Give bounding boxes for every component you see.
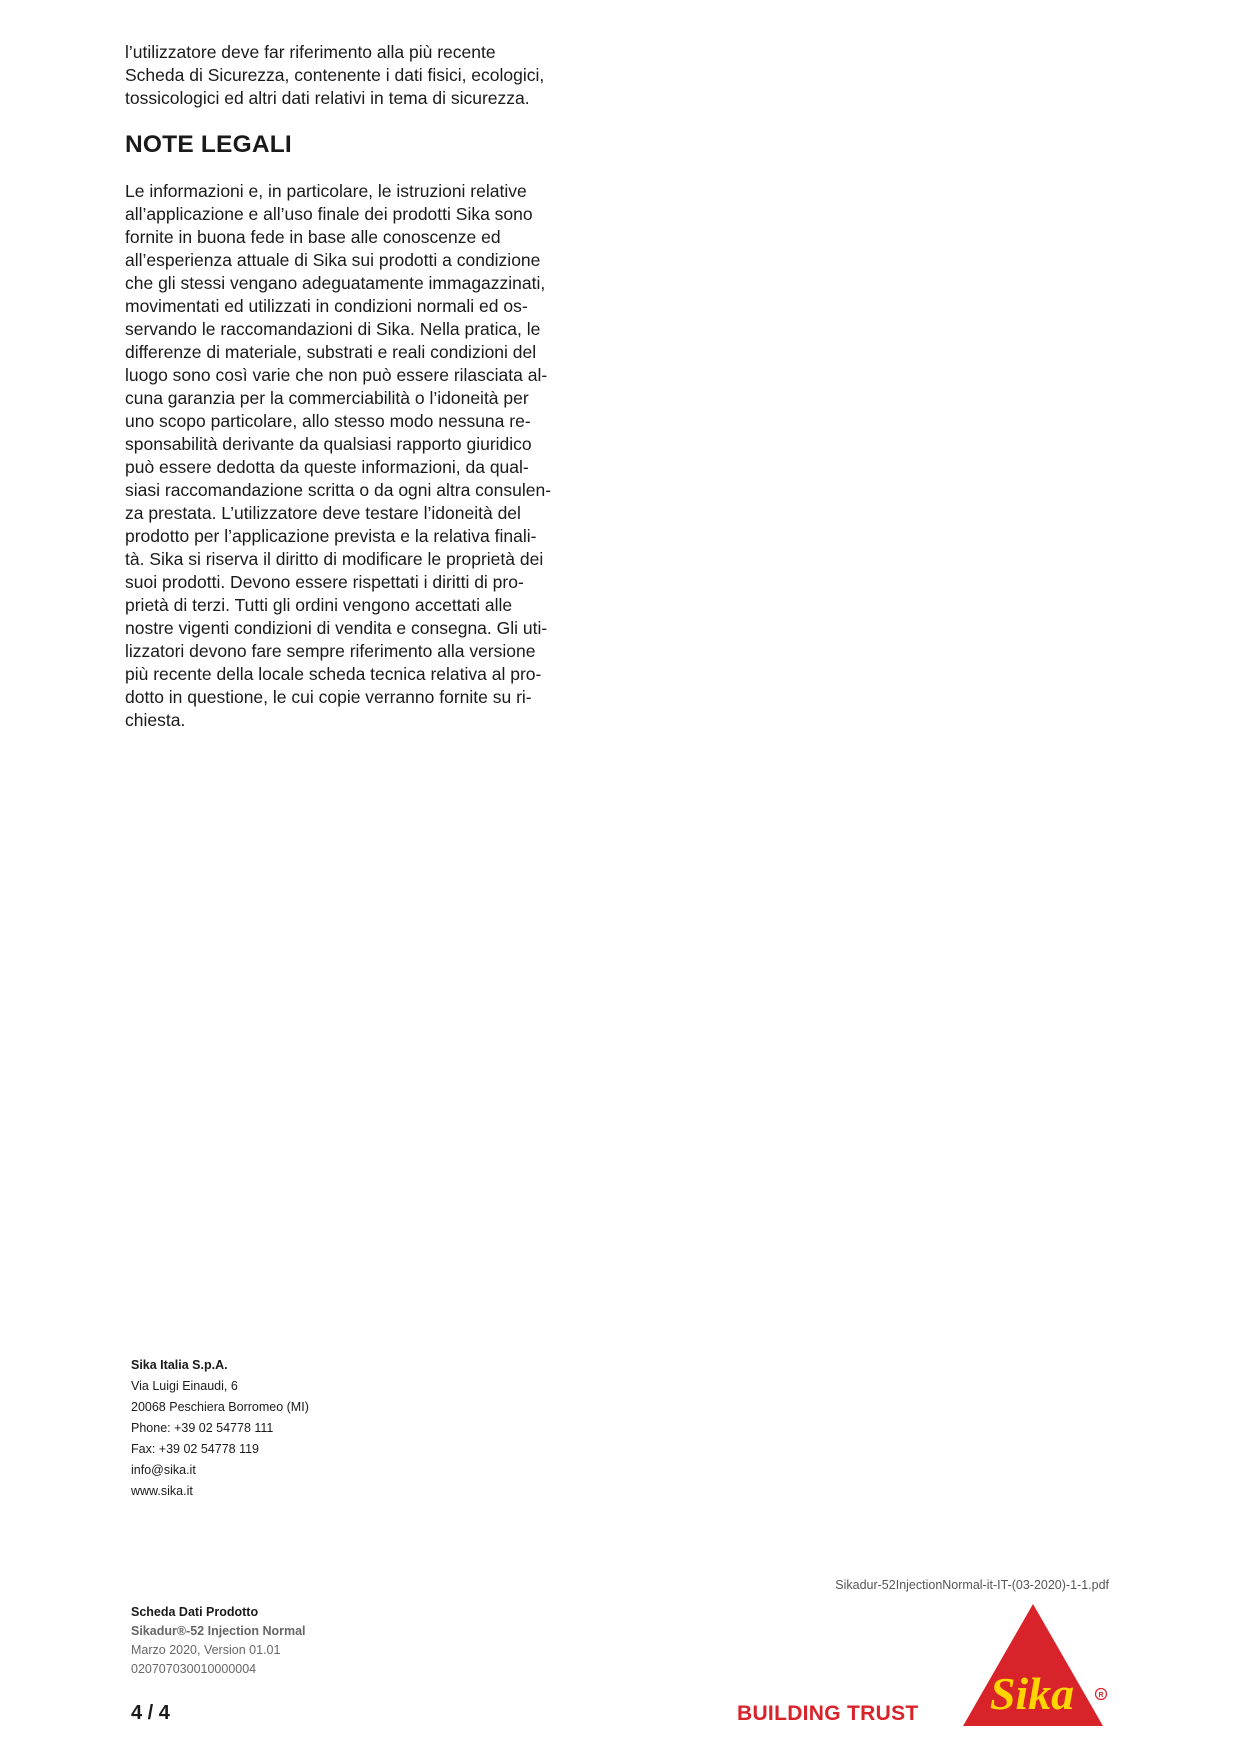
text-line: fornite in buona fede in base alle conoscenze ed: [125, 227, 501, 247]
building-trust-tagline: BUILDING TRUST: [737, 1702, 919, 1725]
text-line: all’esperienza attuale di Sika sui prodotti a condizione: [125, 250, 541, 270]
text-line: za prestata. L’utilizzatore deve testare l’idoneità del: [125, 503, 521, 523]
text-line: prietà di terzi. Tutti gli ordini vengono accettati alle: [125, 595, 513, 615]
text-line: chiesta.: [125, 710, 186, 730]
text-line: cuna garanzia per la commerciabilità o l’idoneità per: [125, 388, 529, 408]
company-name: Sika Italia S.p.A.: [131, 1358, 228, 1372]
text-line: prodotto per l’applicazione prevista e la relativa finali-: [125, 526, 537, 546]
sika-logo: [962, 1604, 1112, 1728]
intro-paragraph: [125, 41, 595, 110]
phone-number: Phone: +39 02 54778 111: [131, 1421, 274, 1435]
logo-wordmark: Sika: [989, 1668, 1075, 1719]
text-line: all’applicazione e all’uso finale dei prodotti Sika sono: [125, 204, 533, 224]
page-number: 4 / 4: [131, 1702, 170, 1724]
text-line: può essere dedotta da queste informazioni, da qual-: [125, 457, 529, 477]
text-line: tà. Sika si riserva il diritto di modificare le proprietà dei: [125, 549, 544, 569]
document-type: Scheda Dati Prodotto: [131, 1605, 259, 1619]
text-line: nostre vigenti condizioni di vendita e consegna. Gli uti-: [125, 618, 548, 638]
text-line: Le informazioni e, in particolare, le istruzioni relative: [125, 181, 527, 201]
text-line: suoi prodotti. Devono essere rispettati i diritti di pro-: [125, 572, 524, 592]
address-street: Via Luigi Einaudi, 6: [131, 1379, 238, 1393]
product-code: 020707030010000004: [131, 1662, 257, 1676]
legal-paragraph: [125, 180, 605, 732]
text-line: tossicologici ed altri dati relativi in tema di sicurezza.: [125, 88, 530, 108]
registered-mark-letter: R: [1098, 1692, 1104, 1699]
address-city: 20068 Peschiera Borromeo (MI): [131, 1400, 309, 1414]
text-line: che gli stessi vengano adeguatamente immagazzinati,: [125, 273, 546, 293]
company-address-block: [131, 1355, 309, 1502]
text-line: siasi raccomandazione scritta o da ogni altra consulen-: [125, 480, 552, 500]
sika-logo-icon: [962, 1604, 1112, 1728]
text-line: più recente della locale scheda tecnica relativa al pro-: [125, 664, 542, 684]
text-line: uno scopo particolare, allo stesso modo nessuna re-: [125, 411, 531, 431]
email-link[interactable]: info@sika.it: [131, 1463, 196, 1477]
version-info: Marzo 2020, Version 01.01: [131, 1643, 281, 1657]
text-line: sponsabilità derivante da qualsiasi rapporto giuridico: [125, 434, 532, 454]
text-line: l’utilizzatore deve far riferimento alla più recente: [125, 42, 496, 62]
text-line: Scheda di Sicurezza, contenente i dati fisici, ecologici,: [125, 65, 545, 85]
product-name: Sikadur®-52 Injection Normal: [131, 1624, 306, 1638]
text-line: dotto in questione, le cui copie verranno fornite su ri-: [125, 687, 532, 707]
website-link[interactable]: www.sika.it: [131, 1484, 193, 1498]
text-line: servando le raccomandazioni di Sika. Nella pratica, le: [125, 319, 541, 339]
text-line: differenze di materiale, substrati e reali condizioni del: [125, 342, 537, 362]
section-title-note-legali: NOTE LEGALI: [125, 131, 292, 158]
text-line: luogo sono così varie che non può essere rilasciata al-: [125, 365, 548, 385]
text-line: movimentati ed utilizzati in condizioni normali ed os-: [125, 296, 528, 316]
text-line: lizzatori devono fare sempre riferimento alla versione: [125, 641, 536, 661]
product-info-block: [131, 1603, 306, 1679]
file-name: Sikadur-52InjectionNormal-it-IT-(03-2020)-1-1.pdf: [835, 1578, 1109, 1592]
fax-number: Fax: +39 02 54778 119: [131, 1442, 259, 1456]
